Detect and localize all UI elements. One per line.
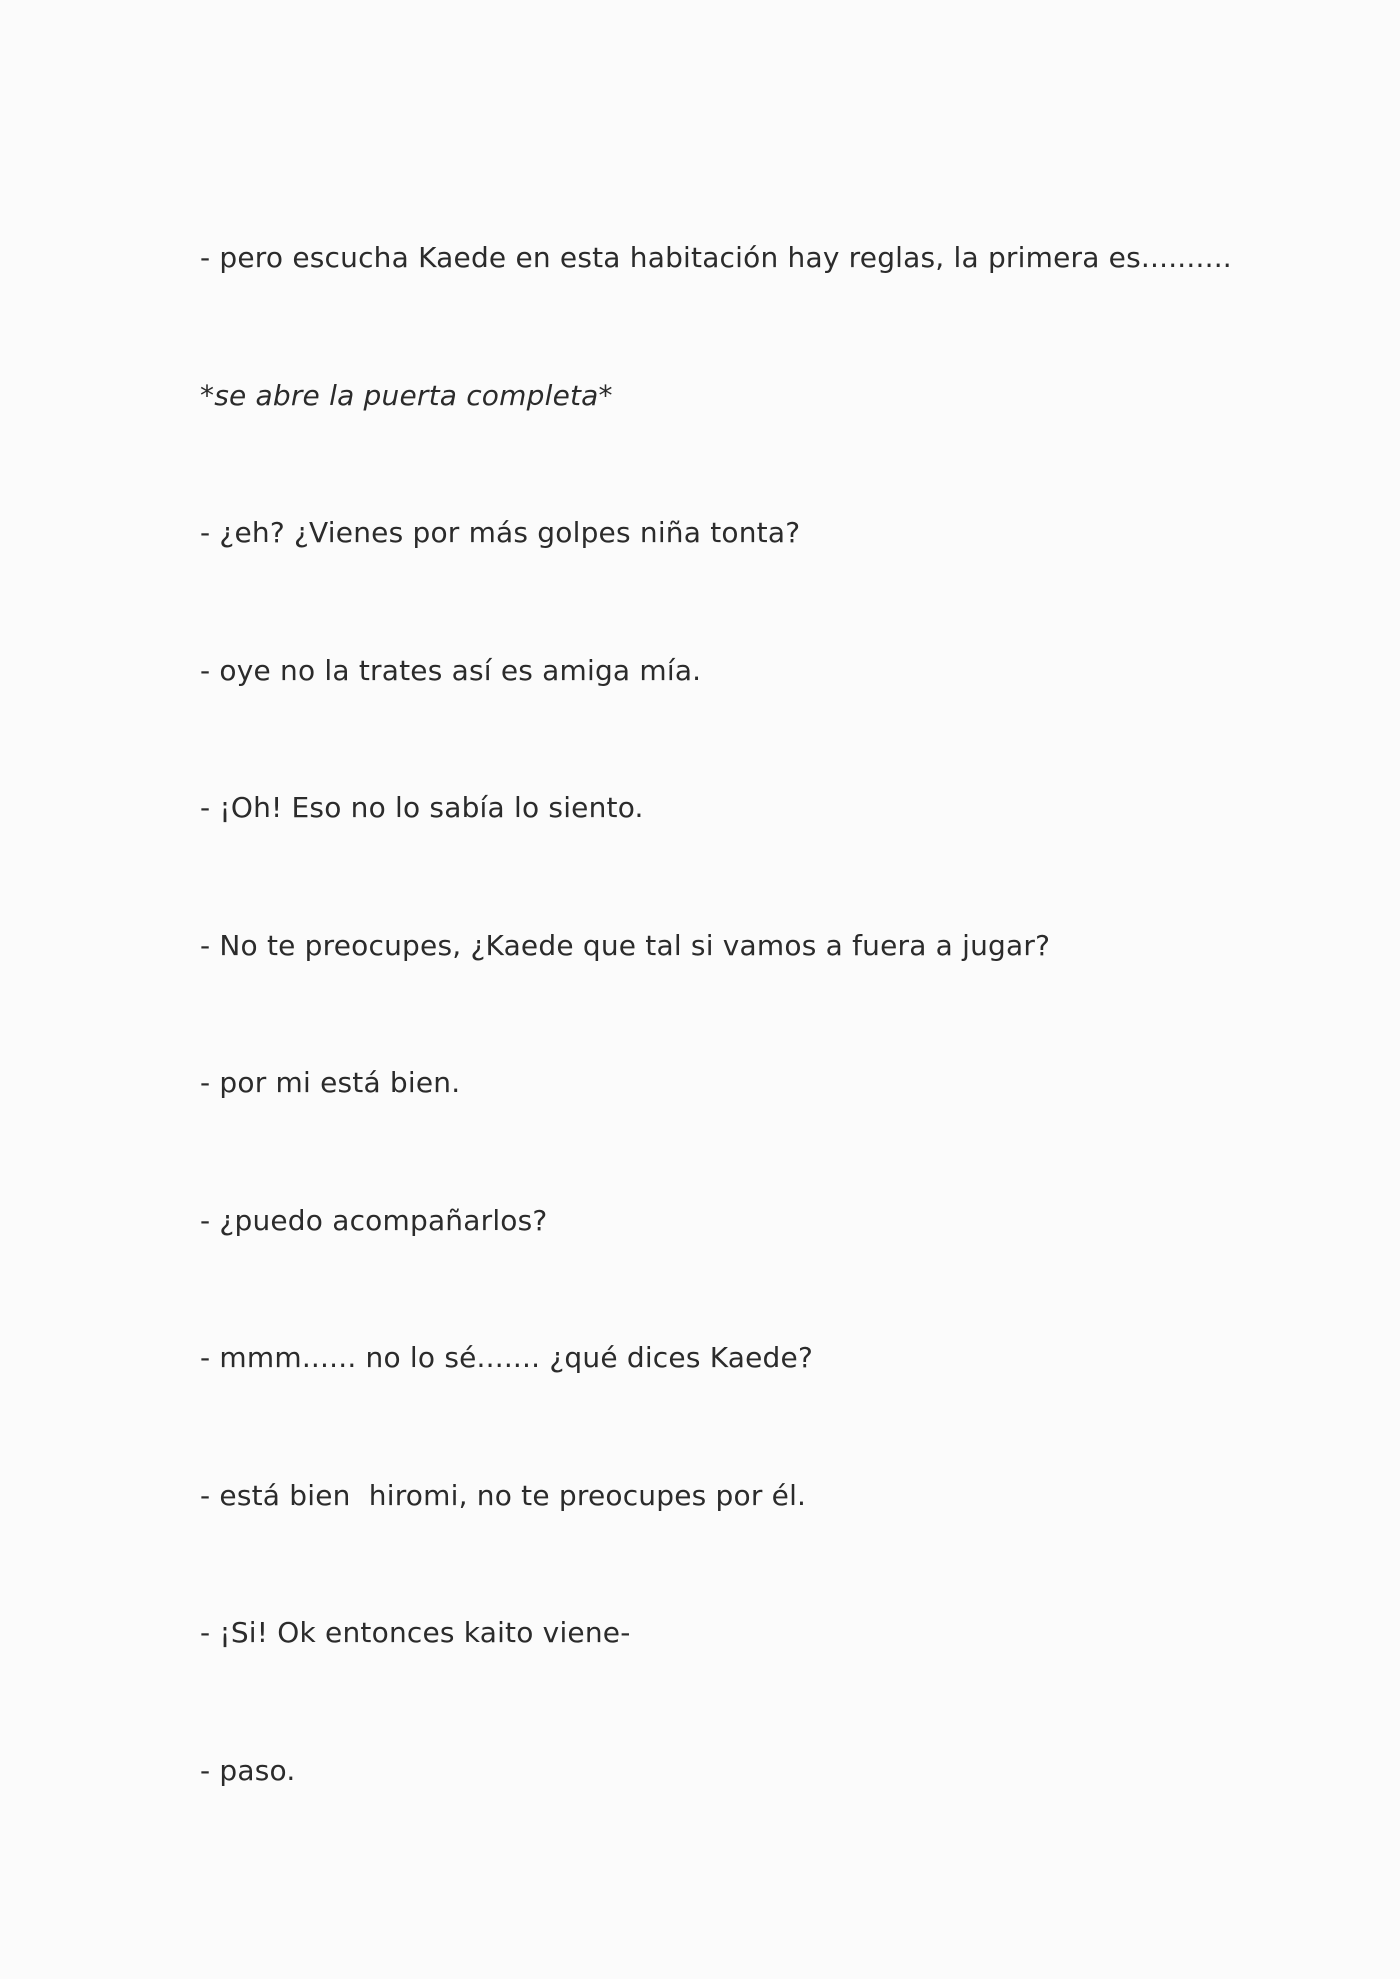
- dialogue-line: - ¡Oh! Eso no lo sabía lo siento.: [200, 791, 644, 824]
- dialogue-line: - paso.: [200, 1753, 296, 1787]
- dialogue-line: - ¿eh? ¿Vienes por más golpes niña tonta?: [200, 516, 801, 549]
- dialogue-line: - mmm...... no lo sé....... ¿qué dices Kaede?: [200, 1341, 814, 1374]
- dialogue-line: - oye no la trates así es amiga mía.: [200, 653, 702, 687]
- dialogue-line: - ¿puedo acompañarlos?: [200, 1203, 548, 1237]
- dialogue-lines: [200, 232, 1300, 1882]
- dialogue-line: - está bien hiromi, no te preocupes por él.: [200, 1478, 807, 1512]
- narration-line: *se abre la puerta completa*: [200, 378, 613, 412]
- dialogue-line: - pero escucha Kaede en esta habitación hay reglas, la primera es..........: [200, 241, 1232, 274]
- dialogue-line: - No te preocupes, ¿Kaede que tal si vamos a fuera a jugar?: [200, 928, 1051, 962]
- dialogue-line: - ¡Si! Ok entonces kaito viene-: [200, 1616, 631, 1649]
- dialogue-line: - por mi está bien.: [200, 1066, 461, 1099]
